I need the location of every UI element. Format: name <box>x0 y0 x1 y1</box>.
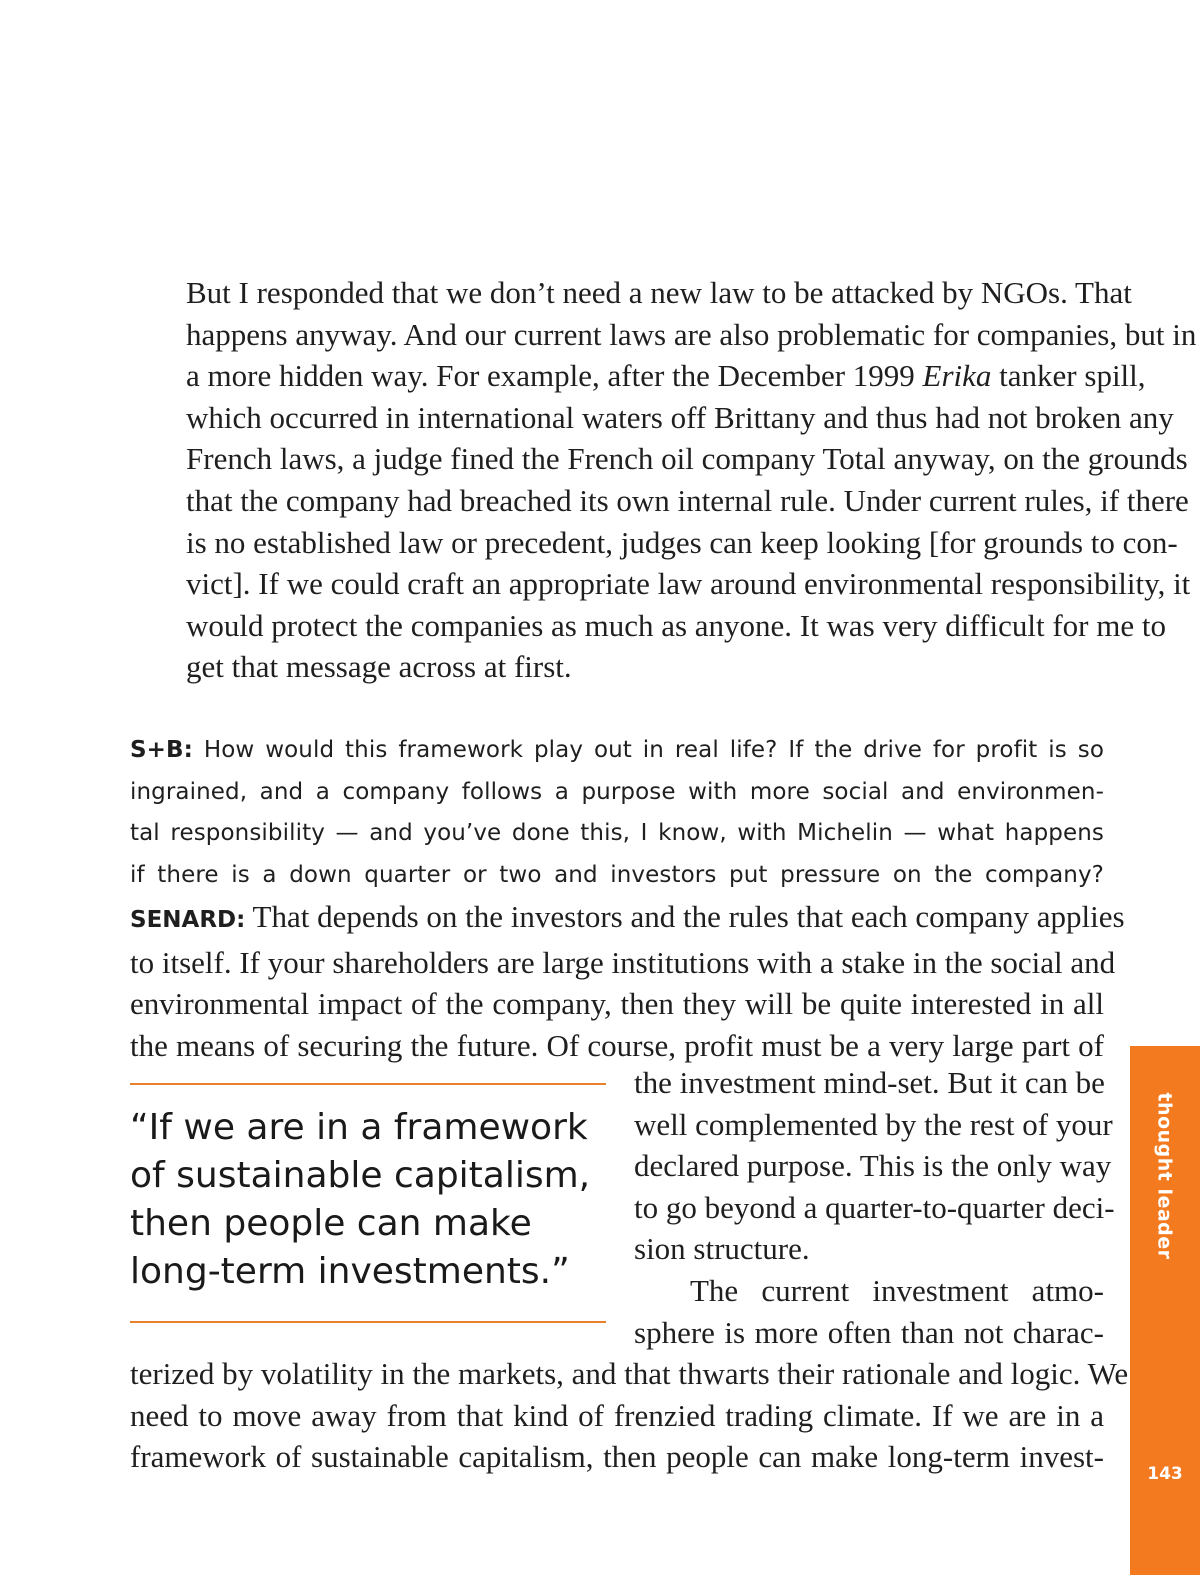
interview-question <box>130 730 1104 896</box>
text-span: a more hidden way. For example, after the December 1999 <box>186 358 923 394</box>
text-line: to go beyond a quarter-to-quarter deci- <box>634 1189 1115 1225</box>
answer-tail <box>130 1353 1129 1478</box>
italic-ship-name: Erika <box>922 358 992 394</box>
text-line: well complemented by the rest of your <box>634 1106 1113 1142</box>
text-line: which occurred in international waters off Brittany and thus had not broken any <box>186 399 1174 435</box>
pull-quote-line: “If we are in a framework <box>130 1107 588 1148</box>
text-line: framework of sustainable capitalism, then people can make long-term invest- <box>130 1439 1104 1475</box>
section-tab-label: thought leader <box>1154 1092 1176 1260</box>
text-line: if there is a down quarter or two and investors put pressure on the company? <box>130 861 1104 888</box>
question-speaker: S+B: <box>130 737 193 763</box>
page-number: 143 <box>1147 1464 1183 1484</box>
pull-quote-line: then people can make <box>130 1203 532 1244</box>
text-line: happens anyway. And our current laws are also problematic for companies, but in <box>186 316 1197 352</box>
pull-quote <box>130 1104 600 1296</box>
text-line: sphere is more often than not charac- <box>634 1314 1104 1350</box>
pull-quote-bottom-rule <box>130 1321 606 1323</box>
text-line: tal responsibility — and you’ve done this, I know, with Michelin — what happens <box>130 820 1104 847</box>
text-line: sion structure. <box>634 1231 810 1267</box>
text-line: would protect the companies as much as anyone. It was very difficult for me to <box>186 607 1166 643</box>
text-line: need to move away from that kind of frenzied trading climate. If we are in a <box>130 1397 1104 1433</box>
text-line: to itself. If your shareholders are large institutions with a stake in the social and <box>130 944 1116 980</box>
interview-answer <box>130 896 1125 1066</box>
text-line: ingrained, and a company follows a purpose with more social and environmen- <box>130 778 1104 805</box>
text-span: That depends on the investors and the rules that each company applies <box>245 899 1125 934</box>
text-line: But I responded that we don’t need a new law to be attacked by NGOs. That <box>186 275 1132 310</box>
text-line: terized by volatility in the markets, and that thwarts their rationale and logic. We <box>130 1356 1129 1391</box>
text-line <box>130 355 1146 397</box>
pull-quote-line: of sustainable capitalism, <box>130 1155 591 1196</box>
text-span: How would this framework play out in real life? If the drive for profit is so <box>192 737 1104 763</box>
text-line: French laws, a judge fined the French oil company Total anyway, on the grounds <box>186 441 1188 477</box>
text-line: the means of securing the future. Of course, profit must be a very large part of <box>130 1027 1104 1063</box>
text-line: vict]. If we could craft an appropriate law around environmental responsibility, it <box>186 566 1191 602</box>
text-line: the investment mind-set. But it can be <box>634 1065 1105 1100</box>
text-line: that the company had breached its own internal rule. Under current rules, if there <box>186 482 1189 518</box>
text-line <box>130 730 1104 772</box>
section-tab-label-wrap <box>1130 1046 1200 1306</box>
answer-speaker: SENARD: <box>130 907 246 933</box>
text-line: is no established law or precedent, judges can keep looking [for grounds to con- <box>186 524 1178 560</box>
answer-narrow-column <box>634 1062 1115 1353</box>
pull-quote-line: long-term investments.” <box>130 1251 570 1292</box>
text-line: declared purpose. This is the only way <box>634 1148 1112 1184</box>
text-line: environmental impact of the company, then they will be quite interested in all <box>130 986 1104 1022</box>
text-line <box>130 896 1125 942</box>
text-line: The current investment atmo- <box>690 1272 1104 1308</box>
text-line: get that message across at first. <box>186 649 572 685</box>
text-span: tanker spill, <box>991 358 1146 394</box>
body-paragraph-1 <box>130 272 1197 688</box>
pull-quote-top-rule <box>130 1083 606 1085</box>
